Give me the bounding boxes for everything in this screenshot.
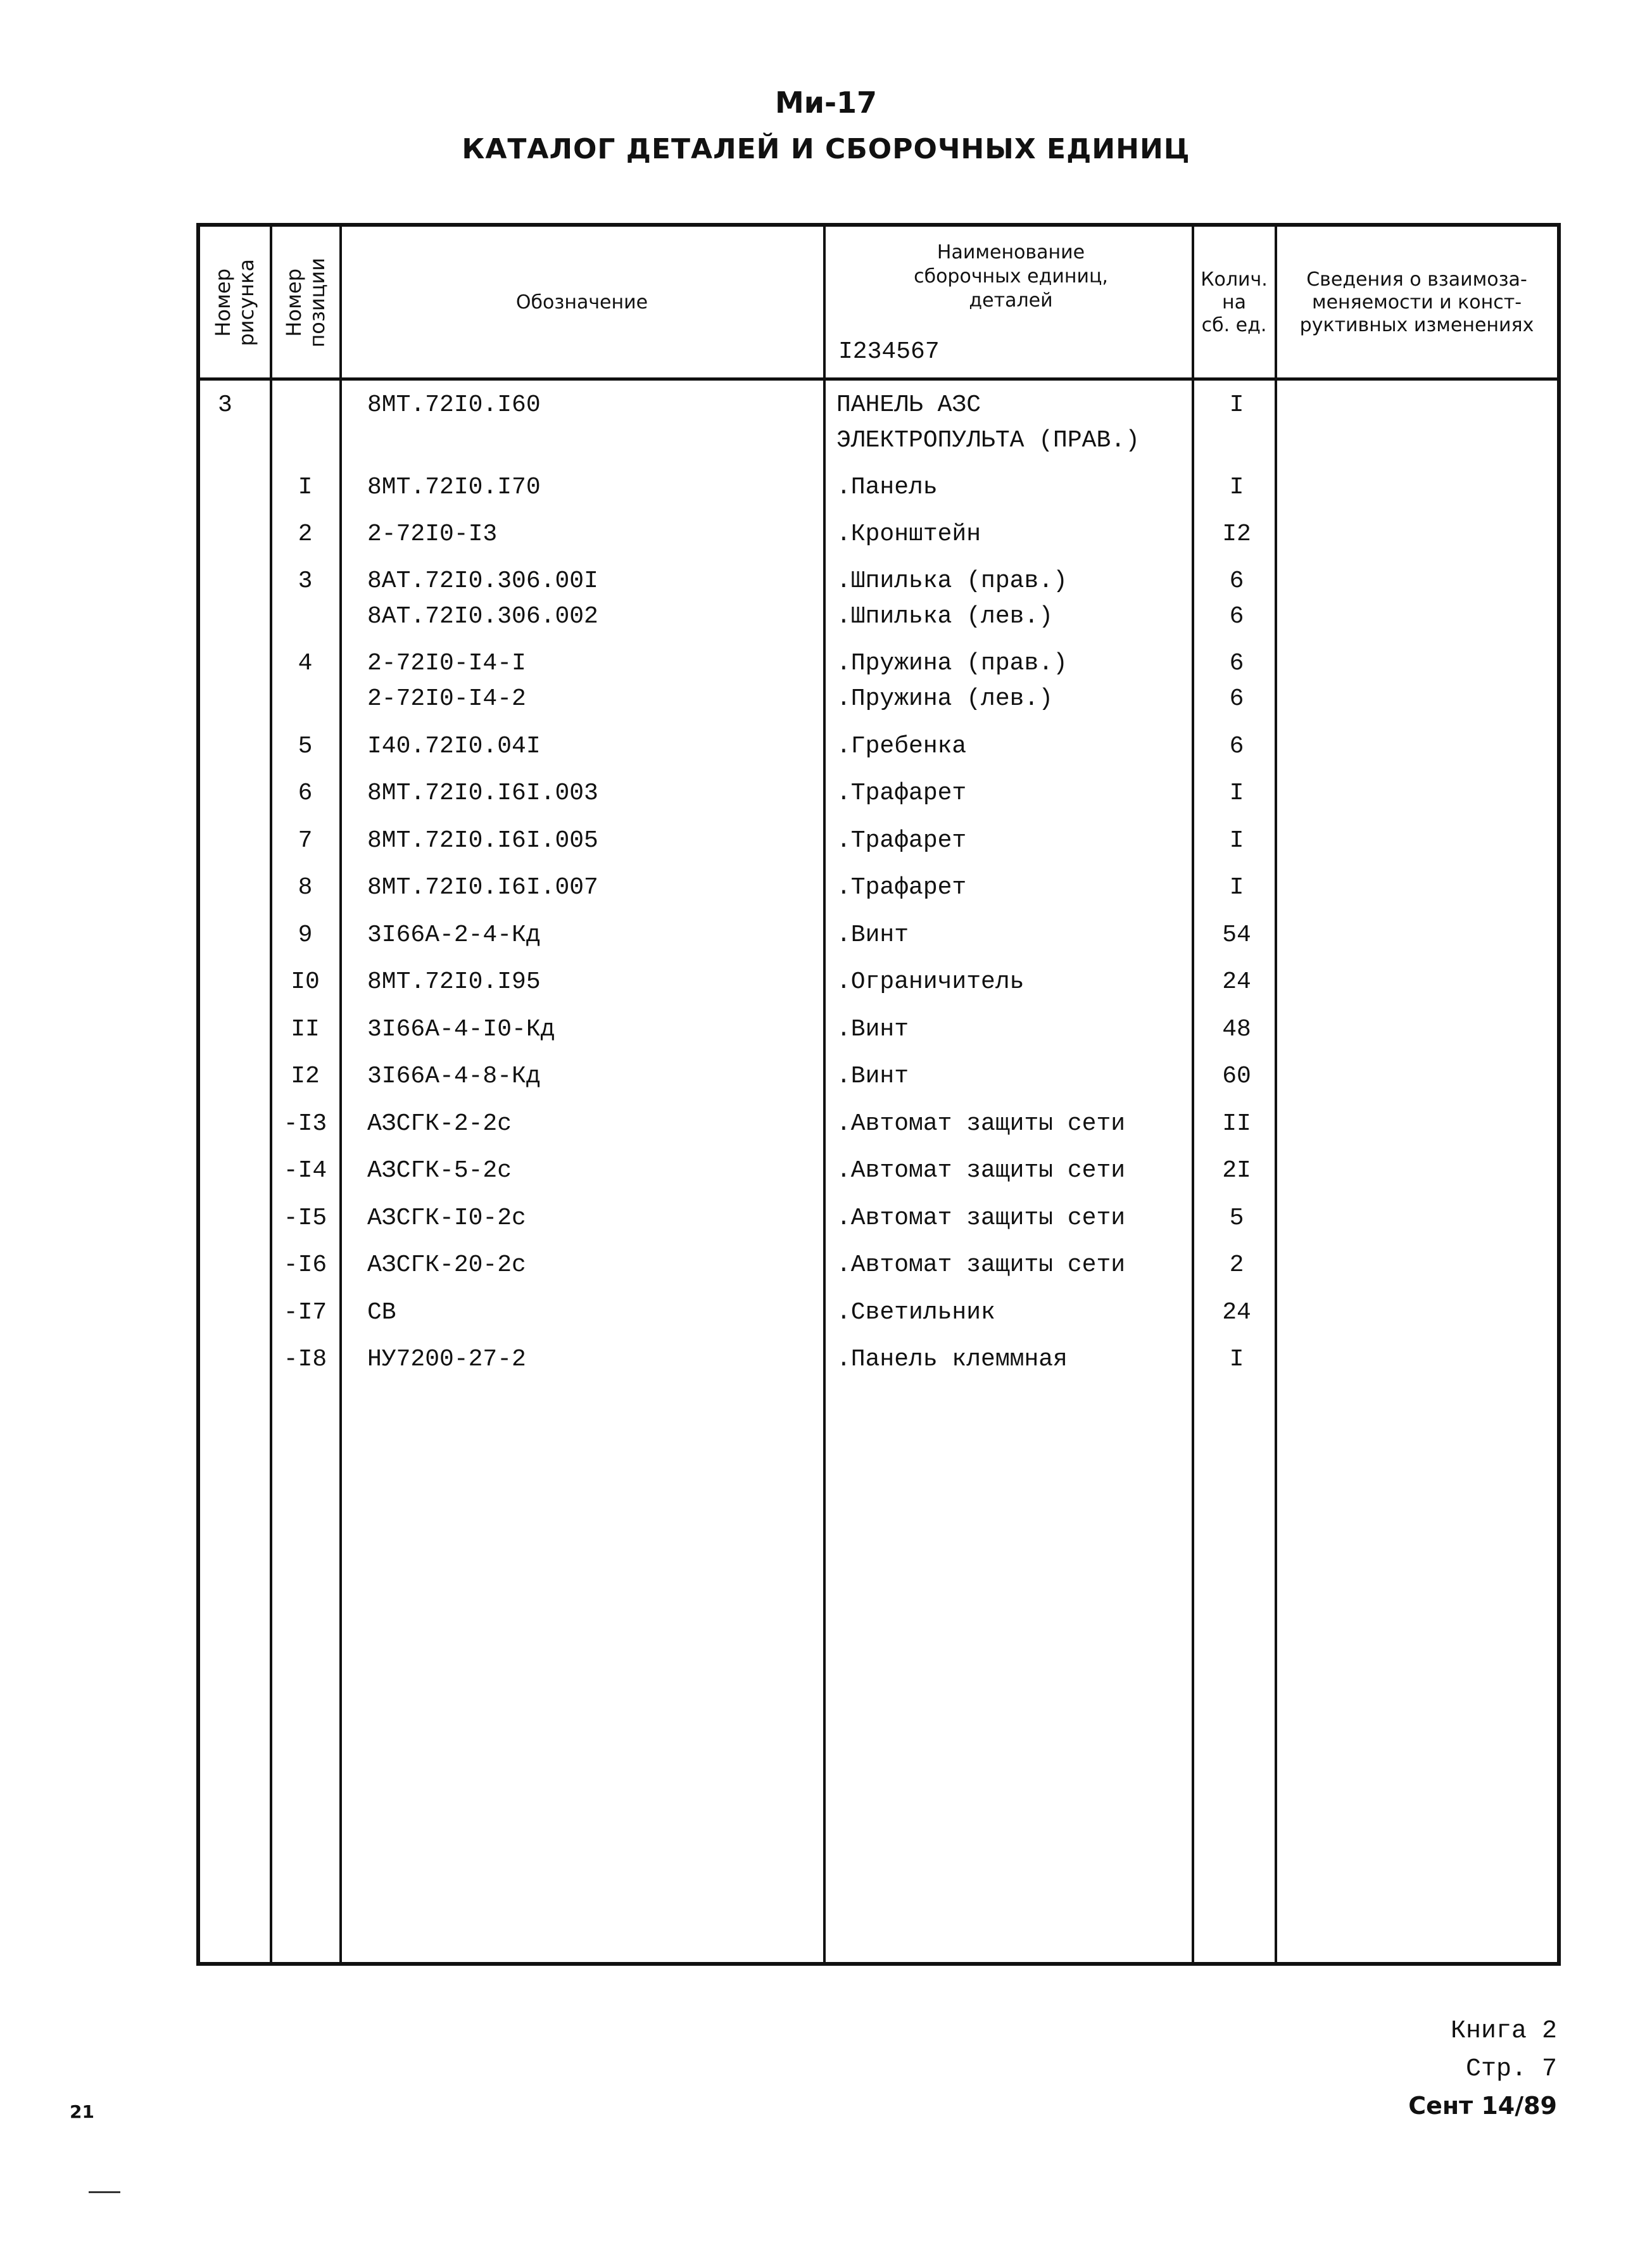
figure-number: 3 (218, 391, 232, 419)
header-figure-number (200, 227, 270, 379)
header-interchangeability (1277, 227, 1557, 379)
part-name: .Автомат защиты сети (836, 1110, 1126, 1137)
part-name: .Шпилька (прав.) (836, 567, 1068, 595)
quantity: I (1229, 391, 1244, 419)
quantity: I (1229, 780, 1244, 807)
designation: 8МТ.72I0.I6I.003 (367, 780, 598, 807)
quantity: 6 (1229, 567, 1244, 595)
quantity: 24 (1222, 1299, 1251, 1326)
part-name: .Винт (836, 1016, 909, 1043)
position-number: 5 (298, 733, 313, 760)
header-designation: Обозначение (515, 291, 648, 313)
designation: 8АТ.72I0.306.002 (367, 603, 598, 630)
position-number: 9 (298, 921, 313, 949)
part-name: .Панель (836, 474, 938, 501)
position-number: 7 (298, 827, 313, 854)
header-figure-line2: рисунка (234, 259, 258, 346)
quantity: 60 (1222, 1063, 1251, 1090)
position-number: -I4 (283, 1157, 327, 1184)
position-number: -I7 (283, 1299, 327, 1326)
page-number: 21 (70, 2101, 94, 2122)
quantity: 5 (1229, 1205, 1244, 1232)
header-info-line2: меняемости и конст- (1311, 291, 1522, 313)
position-number: 2 (298, 521, 313, 548)
quantity: I (1229, 1346, 1244, 1373)
position-number: I (298, 474, 313, 501)
part-name: .Ограничитель (836, 968, 1025, 996)
part-name: .Автомат защиты сети (836, 1251, 1126, 1279)
quantity: 2I (1222, 1157, 1251, 1184)
column-divider (1192, 227, 1194, 1962)
designation: 8МТ.72I0.I70 (367, 474, 541, 501)
footer-page: Стр. 7 (1465, 2055, 1557, 2084)
header-name-line3: деталей (969, 289, 1053, 312)
footer-date: Сент 14/89 (1408, 2092, 1557, 2120)
quantity: 6 (1229, 685, 1244, 712)
designation: НУ7200-27-2 (367, 1346, 526, 1373)
designation: 3I66А-2-4-Кд (367, 921, 541, 949)
parts-table (196, 223, 1561, 1966)
quantity: I (1229, 874, 1244, 901)
header-name-line1: Наименование (936, 241, 1085, 263)
part-name: .Трафарет (836, 827, 967, 854)
part-name: .Трафарет (836, 780, 967, 807)
designation: 2-72I0-I4-I (367, 650, 526, 677)
quantity: 6 (1229, 650, 1244, 677)
quantity: 54 (1222, 921, 1251, 949)
position-number: 6 (298, 780, 313, 807)
quantity: 48 (1222, 1016, 1251, 1043)
header-quantity-line2: на (1222, 291, 1246, 313)
header-position-line1: Номер (282, 269, 306, 337)
header-info-line1: Сведения о взаимоза- (1306, 269, 1527, 291)
part-name: .Винт (836, 921, 909, 949)
designation: АЗСГК-20-2с (367, 1251, 526, 1279)
document-subtitle: КАТАЛОГ ДЕТАЛЕЙ И СБОРОЧНЫХ ЕДИНИЦ (462, 133, 1190, 165)
header-figure-line1: Номер (211, 269, 236, 337)
part-name: .Шпилька (лев.) (836, 603, 1054, 630)
designation: 8АТ.72I0.306.00I (367, 567, 598, 595)
quantity: 2 (1229, 1251, 1244, 1279)
part-name: .Светильник (836, 1299, 995, 1326)
part-name: .Пружина (прав.) (836, 650, 1068, 677)
quantity: I (1229, 474, 1244, 501)
part-name: .Кронштейн (836, 521, 981, 548)
position-number: 3 (298, 567, 313, 595)
designation: 2-72I0-I3 (367, 521, 498, 548)
footer-book: Книга 2 (1450, 2017, 1557, 2046)
part-name: .Гребенка (836, 733, 967, 760)
header-name-code: I234567 (838, 338, 940, 365)
header-position-number (271, 227, 341, 379)
position-number: -I8 (283, 1346, 327, 1373)
part-name: .Панель клеммная (836, 1346, 1068, 1373)
position-number: -I5 (283, 1205, 327, 1232)
position-number: -I3 (283, 1110, 327, 1137)
designation: 8МТ.72I0.I60 (367, 391, 541, 419)
designation: СВ (367, 1299, 396, 1326)
header-name (826, 241, 1195, 313)
header-quantity (1193, 227, 1275, 379)
quantity: I2 (1222, 521, 1251, 548)
margin-dash (89, 2191, 120, 2193)
quantity: II (1222, 1110, 1251, 1137)
part-name: ПАНЕЛЬ АЗС (836, 391, 981, 419)
column-divider (823, 227, 826, 1962)
designation: 3I66А-4-I0-Кд (367, 1016, 555, 1043)
header-quantity-line3: сб. ед. (1201, 314, 1267, 336)
quantity: 6 (1229, 733, 1244, 760)
designation: АЗСГК-2-2с (367, 1110, 512, 1137)
header-name-line2: сборочных единиц, (914, 265, 1108, 288)
position-number: I2 (291, 1063, 320, 1090)
designation: 8МТ.72I0.I95 (367, 968, 541, 996)
quantity: 6 (1229, 603, 1244, 630)
designation: АЗСГК-I0-2с (367, 1205, 526, 1232)
position-number: 4 (298, 650, 313, 677)
quantity: 24 (1222, 968, 1251, 996)
designation: АЗСГК-5-2с (367, 1157, 512, 1184)
part-name: .Винт (836, 1063, 909, 1090)
position-number: -I6 (283, 1251, 327, 1279)
column-divider (339, 227, 342, 1962)
designation: I40.72I0.04I (367, 733, 541, 760)
part-name: .Трафарет (836, 874, 967, 901)
part-name: .Автомат защиты сети (836, 1157, 1126, 1184)
document-title: Ми-17 (774, 85, 878, 120)
quantity: I (1229, 827, 1244, 854)
header-position-line2: позиции (305, 258, 329, 348)
designation: 8МТ.72I0.I6I.007 (367, 874, 598, 901)
header-quantity-line1: Колич. (1201, 269, 1268, 291)
position-number: 8 (298, 874, 313, 901)
designation: 3I66А-4-8-Кд (367, 1063, 541, 1090)
part-name: ЭЛЕКТРОПУЛЬТА (ПРАВ.) (836, 427, 1140, 454)
position-number: II (291, 1016, 320, 1043)
part-name: .Пружина (лев.) (836, 685, 1054, 712)
header-info-line3: руктивных изменениях (1299, 314, 1534, 336)
designation: 2-72I0-I4-2 (367, 685, 526, 712)
part-name: .Автомат защиты сети (836, 1205, 1126, 1232)
designation: 8МТ.72I0.I6I.005 (367, 827, 598, 854)
position-number: I0 (291, 968, 320, 996)
